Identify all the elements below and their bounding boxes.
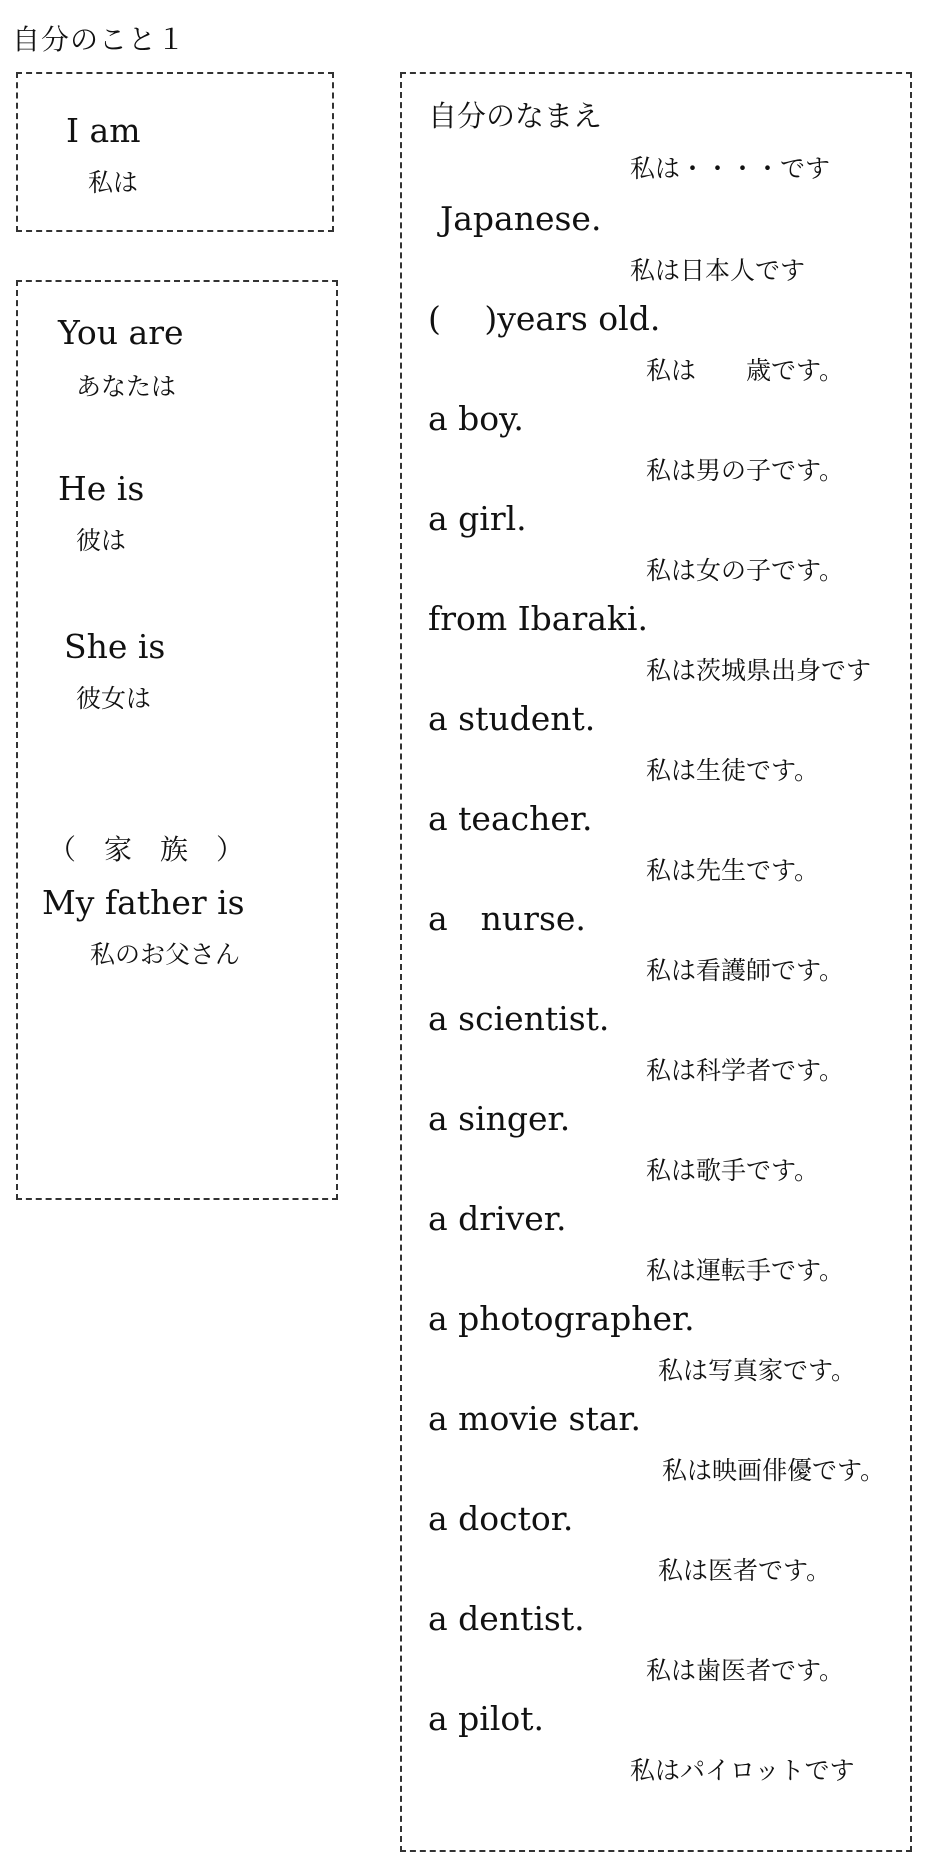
list-item xyxy=(402,1400,910,1500)
predicate-translation: 私は茨城県出身です xyxy=(646,656,872,685)
predicate-phrase: a movie star. xyxy=(428,1399,642,1438)
predicate-phrase: Japanese. xyxy=(440,199,602,238)
list-item xyxy=(402,800,910,900)
predicate-translation: 私は男の子です。 xyxy=(646,456,845,485)
list-item xyxy=(402,1200,910,1300)
predicate-phrase: ( )years old. xyxy=(428,299,661,338)
i-am-phrase: I am xyxy=(66,111,141,150)
list-item xyxy=(402,700,910,800)
predicate-phrase: 自分のなまえ xyxy=(428,99,603,133)
predicate-translation: 私は女の子です。 xyxy=(646,556,845,585)
list-item xyxy=(402,600,910,700)
predicate-phrase: a doctor. xyxy=(428,1499,574,1538)
list-item xyxy=(402,1500,910,1600)
list-item xyxy=(402,500,910,600)
predicate-translation: 私は医者です。 xyxy=(658,1556,832,1585)
predicates-box xyxy=(400,72,912,1852)
predicate-phrase: a scientist. xyxy=(428,999,610,1038)
list-item xyxy=(402,300,910,400)
predicate-phrase: a pilot. xyxy=(428,1699,545,1738)
predicate-translation: 私は先生です。 xyxy=(646,856,820,885)
list-item xyxy=(402,400,910,500)
predicate-phrase: a singer. xyxy=(428,1099,571,1138)
i-am-box xyxy=(16,72,334,232)
predicate-translation: 私は看護師です。 xyxy=(646,956,845,985)
predicate-phrase: from Ibaraki. xyxy=(428,599,648,638)
list-item xyxy=(402,1000,910,1100)
list-item xyxy=(402,1300,910,1400)
list-item xyxy=(402,1100,910,1200)
predicate-phrase: a driver. xyxy=(428,1199,567,1238)
you-are-translation: あなたは xyxy=(76,372,177,401)
list-item xyxy=(402,100,910,200)
list-item xyxy=(402,1700,910,1800)
predicate-translation: 私は 歳です。 xyxy=(646,356,845,385)
he-is-phrase: He is xyxy=(58,469,145,508)
list-item xyxy=(402,200,910,300)
predicate-translation: 私は歌手です。 xyxy=(646,1156,820,1185)
predicate-translation: 私は写真家です。 xyxy=(658,1356,857,1385)
list-item xyxy=(402,1600,910,1700)
she-is-phrase: She is xyxy=(64,627,166,666)
predicate-phrase: a student. xyxy=(428,699,596,738)
predicate-translation: 私はパイロットです xyxy=(630,1756,855,1785)
predicate-translation: 私は日本人です xyxy=(630,256,806,285)
predicate-phrase: a teacher. xyxy=(428,799,593,838)
list-item xyxy=(402,900,910,1000)
predicate-phrase: a dentist. xyxy=(428,1599,585,1638)
predicate-translation: 私は運転手です。 xyxy=(646,1256,845,1285)
he-is-translation: 彼は xyxy=(76,526,127,555)
predicate-translation: 私は・・・・です xyxy=(630,154,831,183)
predicate-translation: 私は歯医者です。 xyxy=(646,1656,845,1685)
predicate-translation: 私は科学者です。 xyxy=(646,1056,845,1085)
she-is-translation: 彼女は xyxy=(76,684,152,713)
you-are-phrase: You are xyxy=(58,313,184,352)
family-heading: （ 家 族 ） xyxy=(48,833,245,866)
predicate-translation: 私は生徒です。 xyxy=(646,756,820,785)
subjects-box xyxy=(16,280,338,1200)
i-am-translation: 私は xyxy=(88,168,139,197)
predicate-phrase: a boy. xyxy=(428,399,524,438)
predicate-translation: 私は映画俳優です。 xyxy=(662,1456,886,1485)
predicate-phrase: a nurse. xyxy=(428,899,586,938)
predicate-phrase: a girl. xyxy=(428,499,527,538)
my-father-translation: 私のお父さん xyxy=(90,940,241,969)
page-title: 自分のこと１ xyxy=(12,23,187,56)
my-father-phrase: My father is xyxy=(42,883,245,922)
predicate-phrase: a photographer. xyxy=(428,1299,695,1338)
